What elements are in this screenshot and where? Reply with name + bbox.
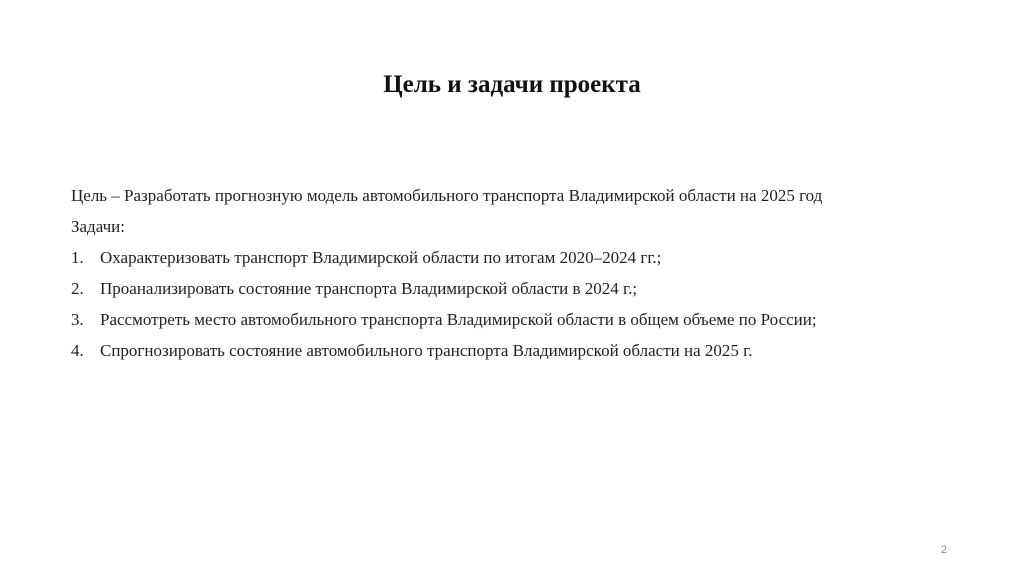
tasks-list	[71, 242, 971, 366]
list-item-number: 4.	[71, 341, 84, 360]
list-item	[71, 335, 971, 366]
list-item	[71, 242, 971, 273]
tasks-heading: Задачи:	[71, 217, 125, 236]
list-item-text: Проанализировать состояние транспорта Владимирской области в 2024 г.;	[100, 279, 638, 298]
list-item-text: Охарактеризовать транспорт Владимирской области по итогам 2020–2024 гг.;	[100, 248, 662, 267]
slide-content	[71, 180, 971, 366]
page-number: 2	[940, 544, 947, 556]
list-item-number: 1.	[71, 248, 84, 267]
list-item	[71, 273, 971, 304]
goal-text: Цель – Разработать прогнозную модель автомобильного транспорта Владимирской области на 2025 год	[71, 186, 823, 205]
list-item-text: Спрогнозировать состояние автомобильного транспорта Владимирской области на 2025 г.	[100, 341, 753, 360]
slide-title: Цель и задачи проекта	[383, 71, 641, 98]
list-item-number: 3.	[71, 310, 84, 329]
list-item	[71, 304, 971, 335]
list-item-number: 2.	[71, 279, 84, 298]
list-item-text: Рассмотреть место автомобильного транспорта Владимирской области в общем объеме по России;	[100, 310, 817, 329]
